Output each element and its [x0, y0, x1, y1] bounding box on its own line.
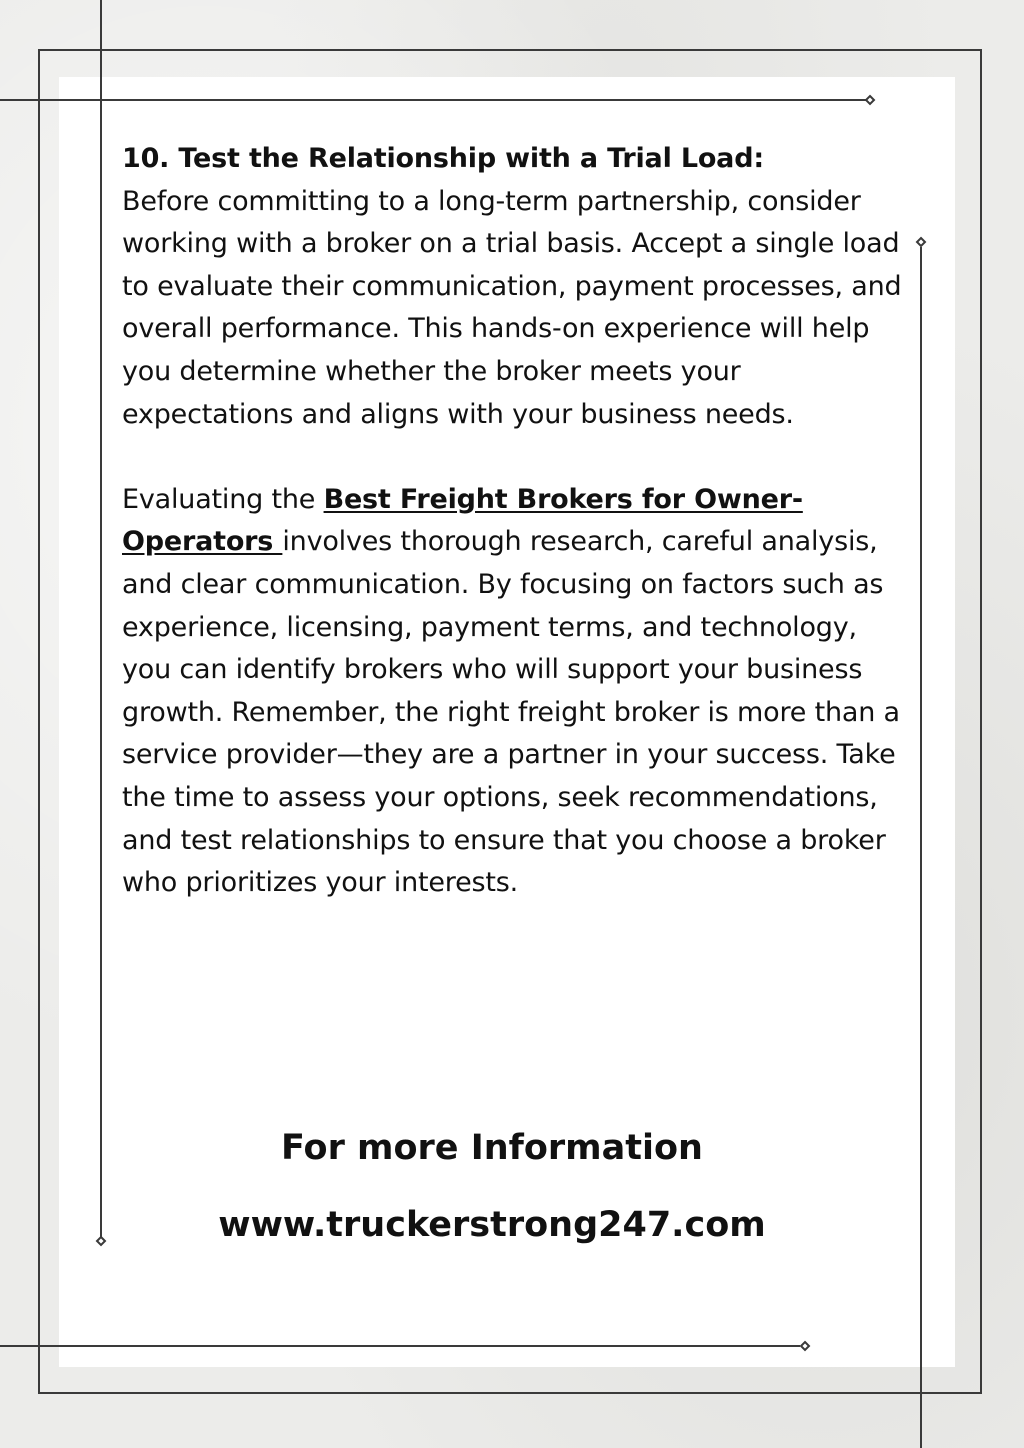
- article-body: [122, 138, 912, 905]
- conclusion-intro: Evaluating the: [122, 483, 324, 515]
- conclusion-rest: involves thorough research, careful analysis, and clear communication. By focusing on factors such as experience, licensing, payment terms, and technology, you can identify brokers who will support your business growth. Remember, the right freight broker is more than a service provider—they are a partner in your success. Take the time to assess your options, seek recommendations, and test relationships to ensure that you choose a broker who prioritizes your interests.: [122, 526, 900, 899]
- footer-title: For more Information: [281, 1128, 703, 1168]
- section-body: Before committing to a long-term partnership, consider working with a broker on a trial basis. Accept a single load to evaluate their communication, payment processes, and overall performance. This hands-on experience will help you determine whether the broker meets your expectations and aligns with your business needs.: [122, 185, 902, 430]
- trial-load-section: [122, 138, 912, 436]
- conclusion-paragraph: [122, 479, 912, 905]
- section-heading: 10. Test the Relationship with a Trial Load:: [122, 143, 764, 174]
- best-freight-brokers-link[interactable]: Best Freight Brokers for Owner-Operators: [122, 483, 803, 558]
- website-link[interactable]: www.truckerstrong247.com: [218, 1205, 766, 1245]
